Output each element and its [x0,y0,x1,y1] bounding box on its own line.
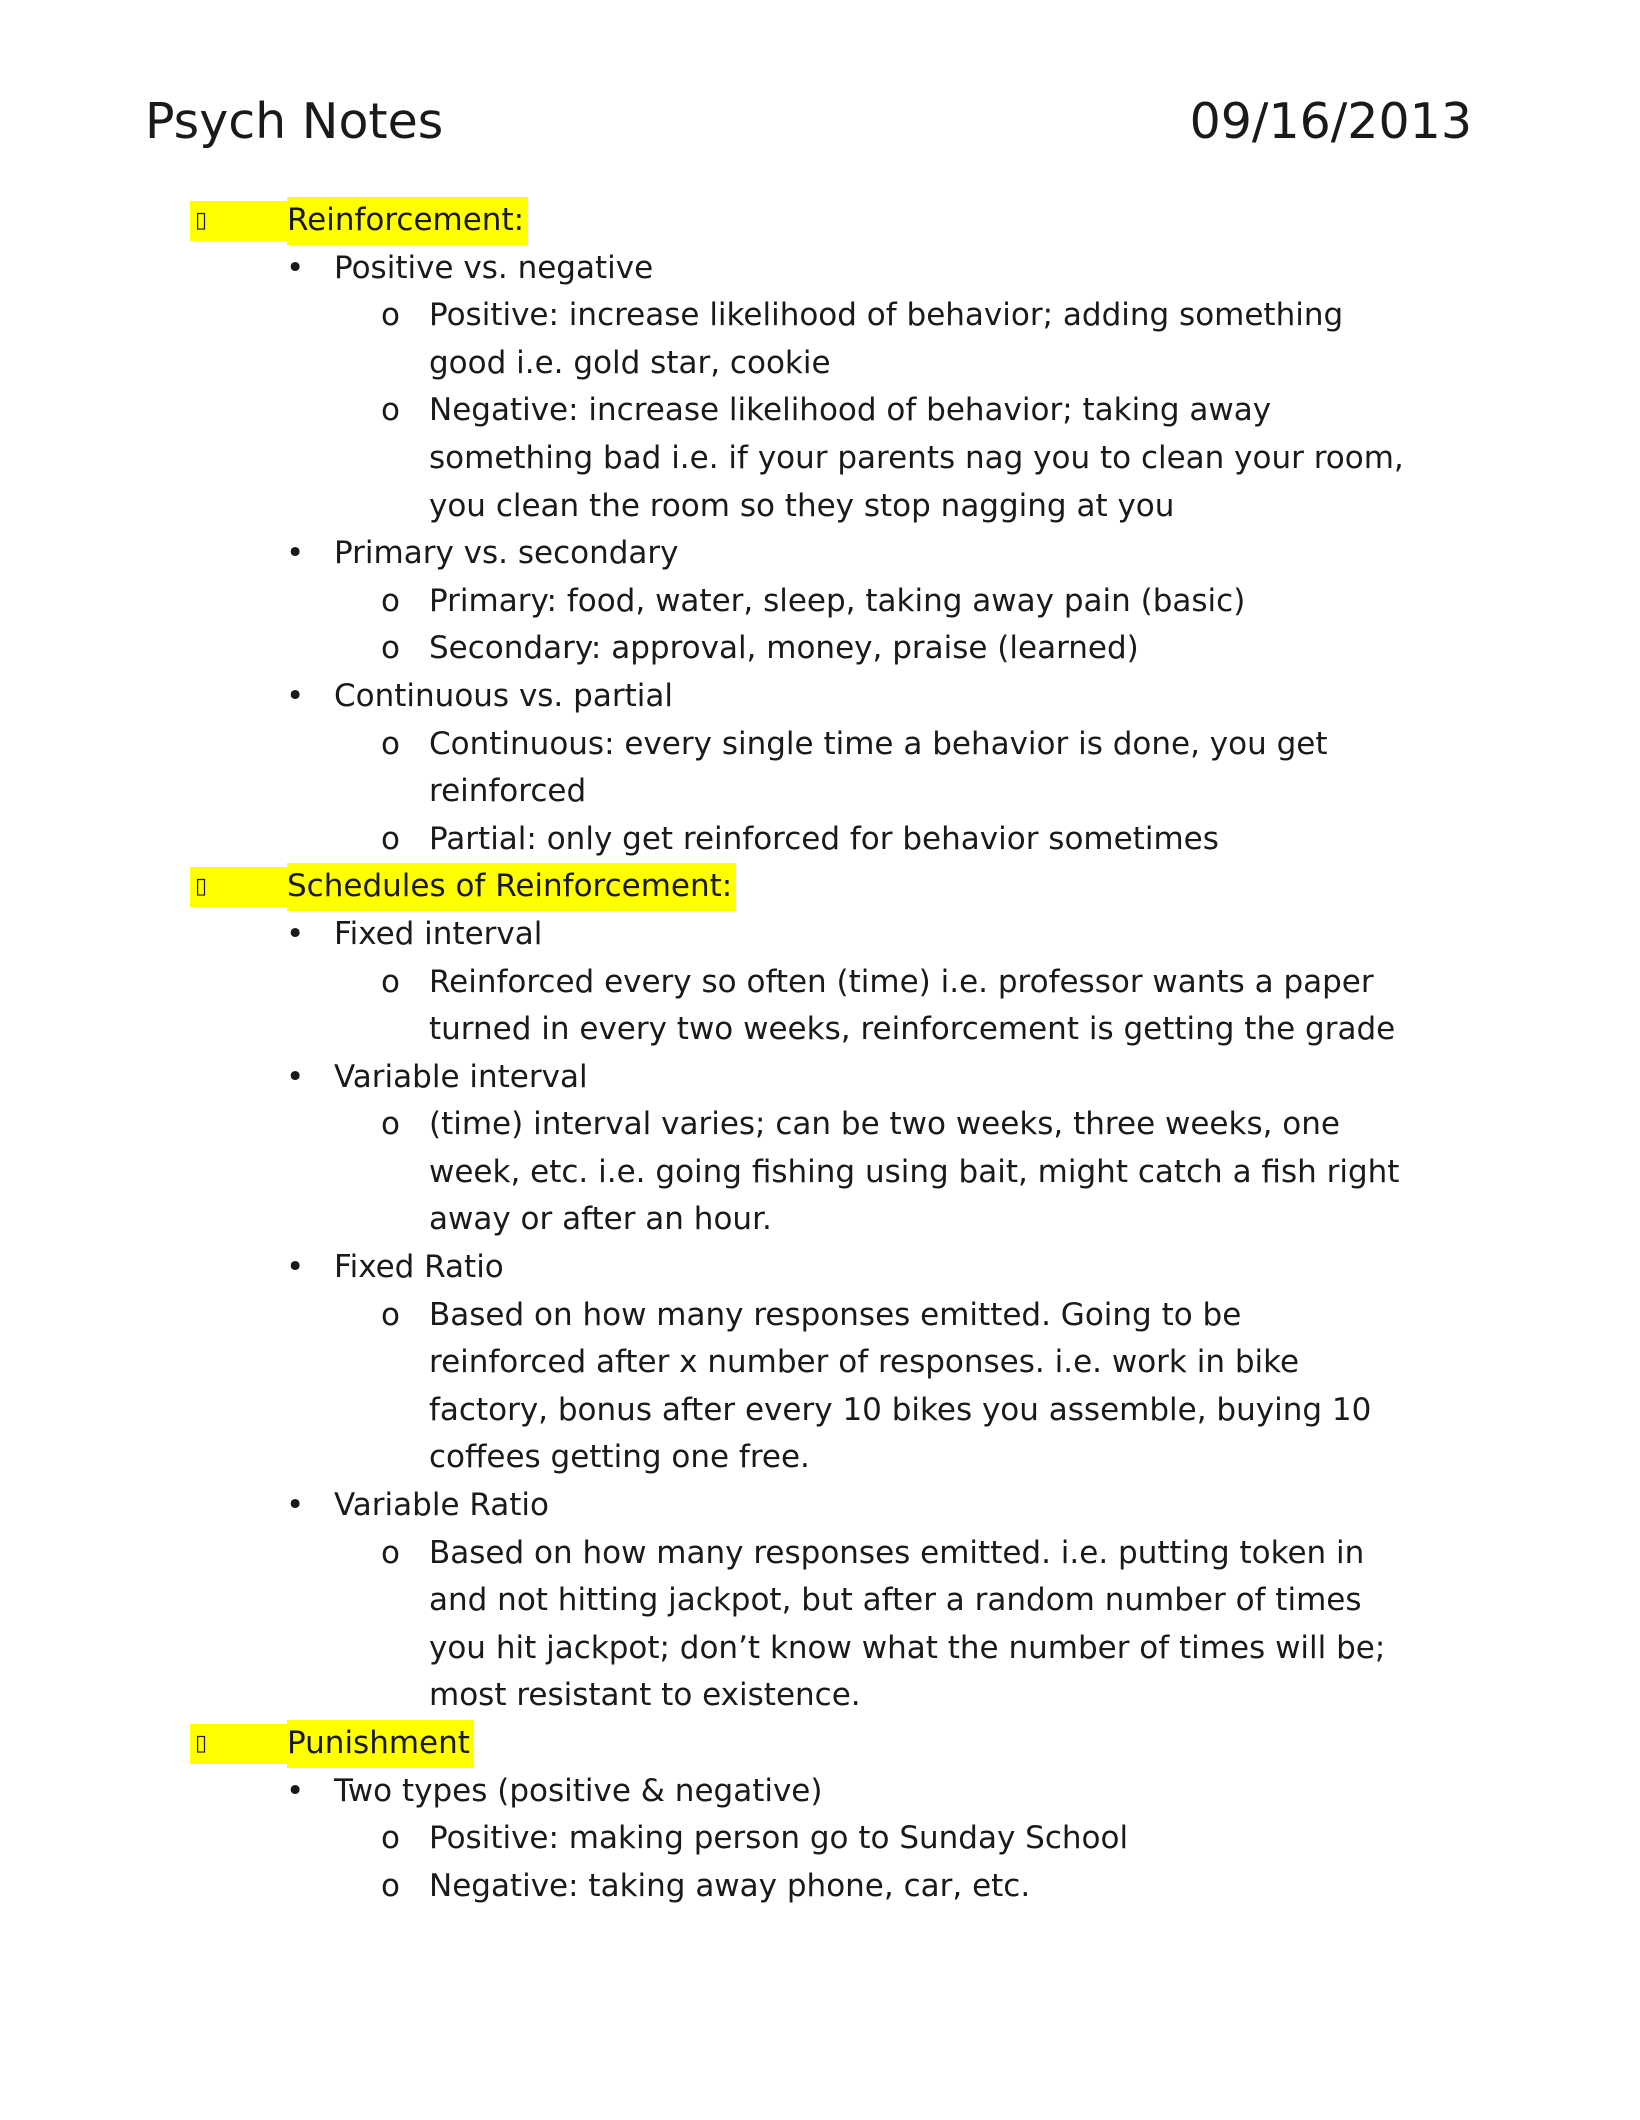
bullet-text: Variable Ratio [334,1487,549,1524]
sub-item-text: Positive: increase likelihood of behavior; adding something [429,297,1344,334]
section-label: Schedules of Reinforcement: [287,863,736,911]
bullet-text: Variable interval [334,1058,588,1095]
sub-item-text: good i.e. gold star, cookie [429,344,831,381]
bullet-icon: • [286,1058,305,1095]
sub-bullet-icon: o [381,1534,400,1571]
sub-list-item [0,816,1640,864]
sub-item-text: something bad i.e. if your parents nag you to clean your room, [429,439,1404,476]
sub-list-item [0,1387,1640,1435]
sub-item-text: Reinforced every so often (time) i.e. professor wants a paper [429,963,1374,1000]
bullet-icon: • [286,1487,305,1524]
page-date: 09/16/2013 [1189,93,1472,150]
sub-item-text: Secondary: approval, money, praise (learned) [429,630,1139,667]
list-item [0,1244,1640,1292]
sub-list-item [0,1577,1640,1625]
section-heading [0,197,1640,245]
list-item [0,673,1640,721]
sub-list-item [0,959,1640,1007]
sub-bullet-icon: o [381,1820,400,1857]
bullet-icon: • [286,677,305,714]
sub-list-item [0,1625,1640,1673]
sub-item-text: Negative: taking away phone, car, etc. [429,1867,1031,1904]
sub-item-text: reinforced after x number of responses. i.e. work in bike [429,1344,1300,1381]
sub-list-item [0,721,1640,769]
sub-item-text: you hit jackpot; don’t know what the number of times will be; [429,1629,1386,1666]
sub-item-text: Based on how many responses emitted. Going to be [429,1296,1242,1333]
sub-item-text: most resistant to existence. [429,1677,861,1714]
sub-list-item [0,340,1640,388]
list-item [0,1054,1640,1102]
list-item [0,911,1640,959]
bullet-icon: • [286,1249,305,1286]
sub-item-text: Positive: making person go to Sunday School [429,1820,1129,1857]
section-marker-icon: ▯ [195,1731,207,1756]
section-heading [0,863,1640,911]
sub-list-item [0,1863,1640,1911]
sub-item-text: Primary: food, water, sleep, taking away pain (basic) [429,582,1246,619]
sub-bullet-icon: o [381,582,400,619]
sub-list-item [0,1672,1640,1720]
sub-item-text: week, etc. i.e. going fishing using bait, might catch a fish right [429,1153,1400,1190]
sub-item-text: turned in every two weeks, reinforcement is getting the grade [429,1011,1396,1048]
section-marker-icon: ▯ [195,874,207,900]
list-item [0,245,1640,293]
section-label: Punishment [287,1720,474,1768]
sub-list-item [0,625,1640,673]
bullet-text: Continuous vs. partial [334,677,673,714]
sub-bullet-icon: o [381,820,400,857]
sub-list-item [0,578,1640,626]
sub-item-text: (time) interval varies; can be two weeks, three weeks, one [429,1106,1340,1143]
sub-list-item [0,292,1640,340]
sub-item-text: and not hitting jackpot, but after a random number of times [429,1582,1362,1619]
sub-list-item [0,387,1640,435]
bullet-text: Two types (positive & negative) [334,1772,823,1809]
sub-list-item [0,768,1640,816]
page-title: Psych Notes [145,93,444,150]
bullet-icon: • [286,1772,305,1809]
bullet-text: Positive vs. negative [334,249,654,286]
sub-list-item [0,1339,1640,1387]
notes-outline [0,197,1640,1910]
sub-item-text: Based on how many responses emitted. i.e. putting token in [429,1534,1365,1571]
sub-list-item [0,1149,1640,1197]
sub-item-text: Negative: increase likelihood of behavior; taking away [429,392,1272,429]
sub-bullet-icon: o [381,392,400,429]
list-item [0,1768,1640,1816]
bullet-icon: • [286,249,305,286]
sub-list-item [0,1196,1640,1244]
bullet-icon: • [286,535,305,572]
sub-bullet-icon: o [381,1296,400,1333]
list-item [0,1482,1640,1530]
sub-list-item [0,1101,1640,1149]
sub-list-item [0,1434,1640,1482]
sub-bullet-icon: o [381,725,400,762]
sub-item-text: away or after an hour. [429,1201,772,1238]
sub-list-item [0,435,1640,483]
sub-item-text: you clean the room so they stop nagging at you [429,487,1175,524]
sub-list-item [0,1006,1640,1054]
sub-item-text: Continuous: every single time a behavior is done, you get [429,725,1328,762]
sub-item-text: coffees getting one free. [429,1439,810,1476]
bullet-text: Primary vs. secondary [334,535,679,572]
sub-bullet-icon: o [381,1106,400,1143]
sub-item-text: reinforced [429,773,587,810]
bullet-text: Fixed Ratio [334,1249,504,1286]
section-heading [0,1720,1640,1768]
sub-bullet-icon: o [381,630,400,667]
sub-item-text: factory, bonus after every 10 bikes you assemble, buying 10 [429,1391,1372,1428]
list-item [0,530,1640,578]
sub-list-item [0,1815,1640,1863]
bullet-text: Fixed interval [334,915,543,952]
sub-list-item [0,1530,1640,1578]
section-marker-icon: ▯ [195,208,207,233]
sub-bullet-icon: o [381,963,400,1000]
bullet-icon: • [286,915,305,952]
sub-list-item [0,1292,1640,1340]
sub-bullet-icon: o [381,297,400,334]
sub-bullet-icon: o [381,1867,400,1904]
section-label: Reinforcement: [287,197,528,245]
sub-item-text: Partial: only get reinforced for behavior sometimes [429,820,1219,857]
sub-list-item [0,483,1640,531]
